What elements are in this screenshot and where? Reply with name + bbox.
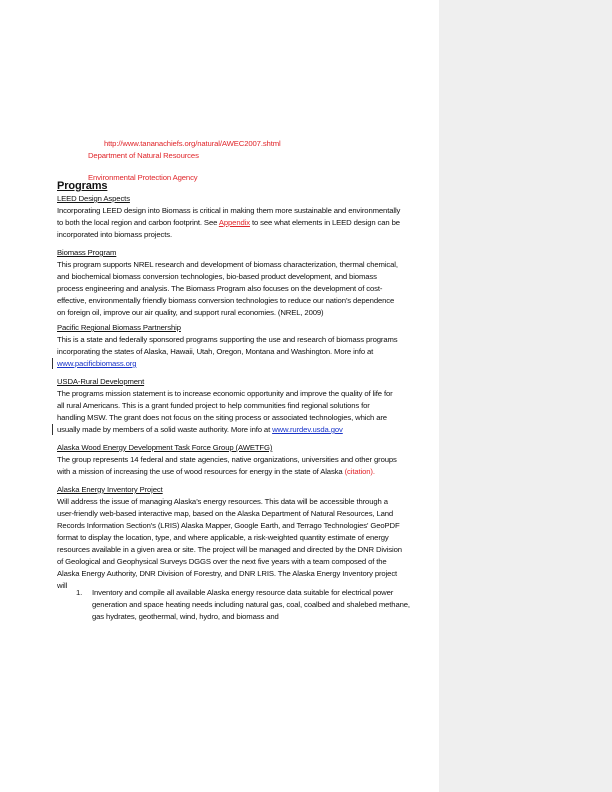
pacific-line: incorporating the states of Alaska, Hawaii, Utah, Oregon, Montana and Washington. More info at — [57, 347, 374, 356]
text: to see what elements in LEED design can be — [249, 218, 400, 227]
usda-section — [57, 376, 437, 436]
biomass-line: This program supports NREL research and development of biomass characterization, thermal chemical, — [57, 260, 398, 269]
usda-line: usually made by members of a solid waste authority. More info at — [57, 425, 273, 434]
pacificbiomass-link[interactable]: www.pacificbiomass.org — [57, 359, 137, 368]
comment-pane — [439, 0, 612, 792]
aeip-line: resources available in a given area or site. The project will be managed and directed by the DNR Division — [57, 545, 402, 554]
aeip-line: Records Information Section's (LRIS) Alaska Mapper, Google Earth, and Terrago Technologies' GeoPDF — [57, 521, 400, 530]
reference-url[interactable]: http://www.tananachiefs.org/natural/AWEC2007.shtml — [104, 139, 281, 148]
section-heading-programs — [57, 180, 437, 193]
list-line: Inventory and compile all available Alaska energy resource data suitable for electrical power — [92, 588, 394, 597]
awetfg-line: with a mission of increasing the use of wood resources for energy in the state of Alaska — [57, 467, 345, 476]
aeip-line: Alaska Energy Authority, DNR Division of Forestry, and DNR LRIS. The Alaska Energy Inventory project — [57, 569, 398, 578]
list-item — [92, 587, 437, 623]
aeip-title: Alaska Energy Inventory Project — [57, 485, 163, 494]
aeip-line: format to display the location, type, and where applicable, a risk-weighted quantity estimate of energy — [57, 533, 389, 542]
citation-placeholder: (citation). — [344, 467, 375, 476]
change-bar — [52, 424, 53, 435]
biomass-line: and biochemical biomass conversion technologies, bio-based product development, and biomass — [57, 272, 377, 281]
pacific-line: This is a state and federally sponsored programs supporting the use and research of biomass programs — [57, 335, 398, 344]
usda-line: handling MSW. The grant does not focus on the siting process or associated technologies, which are — [57, 413, 387, 422]
leed-line: Incorporating LEED design into Biomass is critical in making them more sustainable and environmentally — [57, 206, 401, 215]
aeip-line: of Geological and Geophysical Surveys DGGS over the next five years with a team composed of the — [57, 557, 387, 566]
leed-line — [57, 217, 437, 229]
usda-line: all rural Americans. This is a grant funded project to help communities find regional solutions for — [57, 401, 370, 410]
awetfg-title: Alaska Wood Energy Development Task Force Group (AWETFG) — [57, 443, 273, 452]
biomass-title: Biomass Program — [57, 248, 117, 257]
list-number: 1. — [76, 588, 83, 597]
list-line: generation and space heating needs including natural gas, coal, coalbed and shalebed methane, — [92, 600, 410, 609]
pacific-section — [57, 322, 437, 370]
programs-heading: Programs — [57, 180, 108, 192]
reference-epa: Environmental Protection Agency — [88, 173, 198, 182]
usda-title: USDA-Rural Development — [57, 377, 145, 386]
awetfg-line: The group represents 14 federal and state agencies, native organizations, universities and other groups — [57, 455, 397, 464]
list-line: gas hydrates, geothermal, wind, hydro, and biomass and — [92, 612, 279, 621]
aeip-line: user-friendly web-based interactive map, based on the Alaska Department of Natural Resources, Land — [57, 509, 394, 518]
aeip-section — [57, 484, 437, 592]
references — [57, 138, 437, 184]
biomass-line: on foreign oil, improve our air quality, and support rural economies. (NREL, 2009) — [57, 308, 324, 317]
pacific-title: Pacific Regional Biomass Partnership — [57, 323, 181, 332]
biomass-line: effective, environmentally friendly biomass conversion technologies to reduce our nation’s dependence — [57, 296, 395, 305]
awetfg-section — [57, 442, 437, 478]
biomass-section — [57, 247, 437, 319]
usda-line: The programs mission statement is to increase economic opportunity and improve the quality of life for — [57, 389, 393, 398]
leed-title: LEED Design Aspects — [57, 194, 130, 203]
leed-line: incorporated into biomass projects. — [57, 230, 173, 239]
change-bar — [52, 358, 53, 369]
reference-dnr: Department of Natural Resources — [88, 151, 199, 160]
rurdev-link[interactable]: www.rurdev.usda.gov — [272, 425, 343, 434]
aeip-line: Will address the issue of managing Alaska’s energy resources. This data will be accessible through a — [57, 497, 388, 506]
biomass-line: process engineering and analysis. The Biomass Program also focuses on the development of cost- — [57, 284, 383, 293]
leed-section — [57, 193, 437, 241]
appendix-link[interactable]: Appendix — [218, 218, 250, 227]
text: to both the local region and carbon footprint. See — [57, 218, 219, 227]
aeip-line: will — [57, 581, 68, 590]
